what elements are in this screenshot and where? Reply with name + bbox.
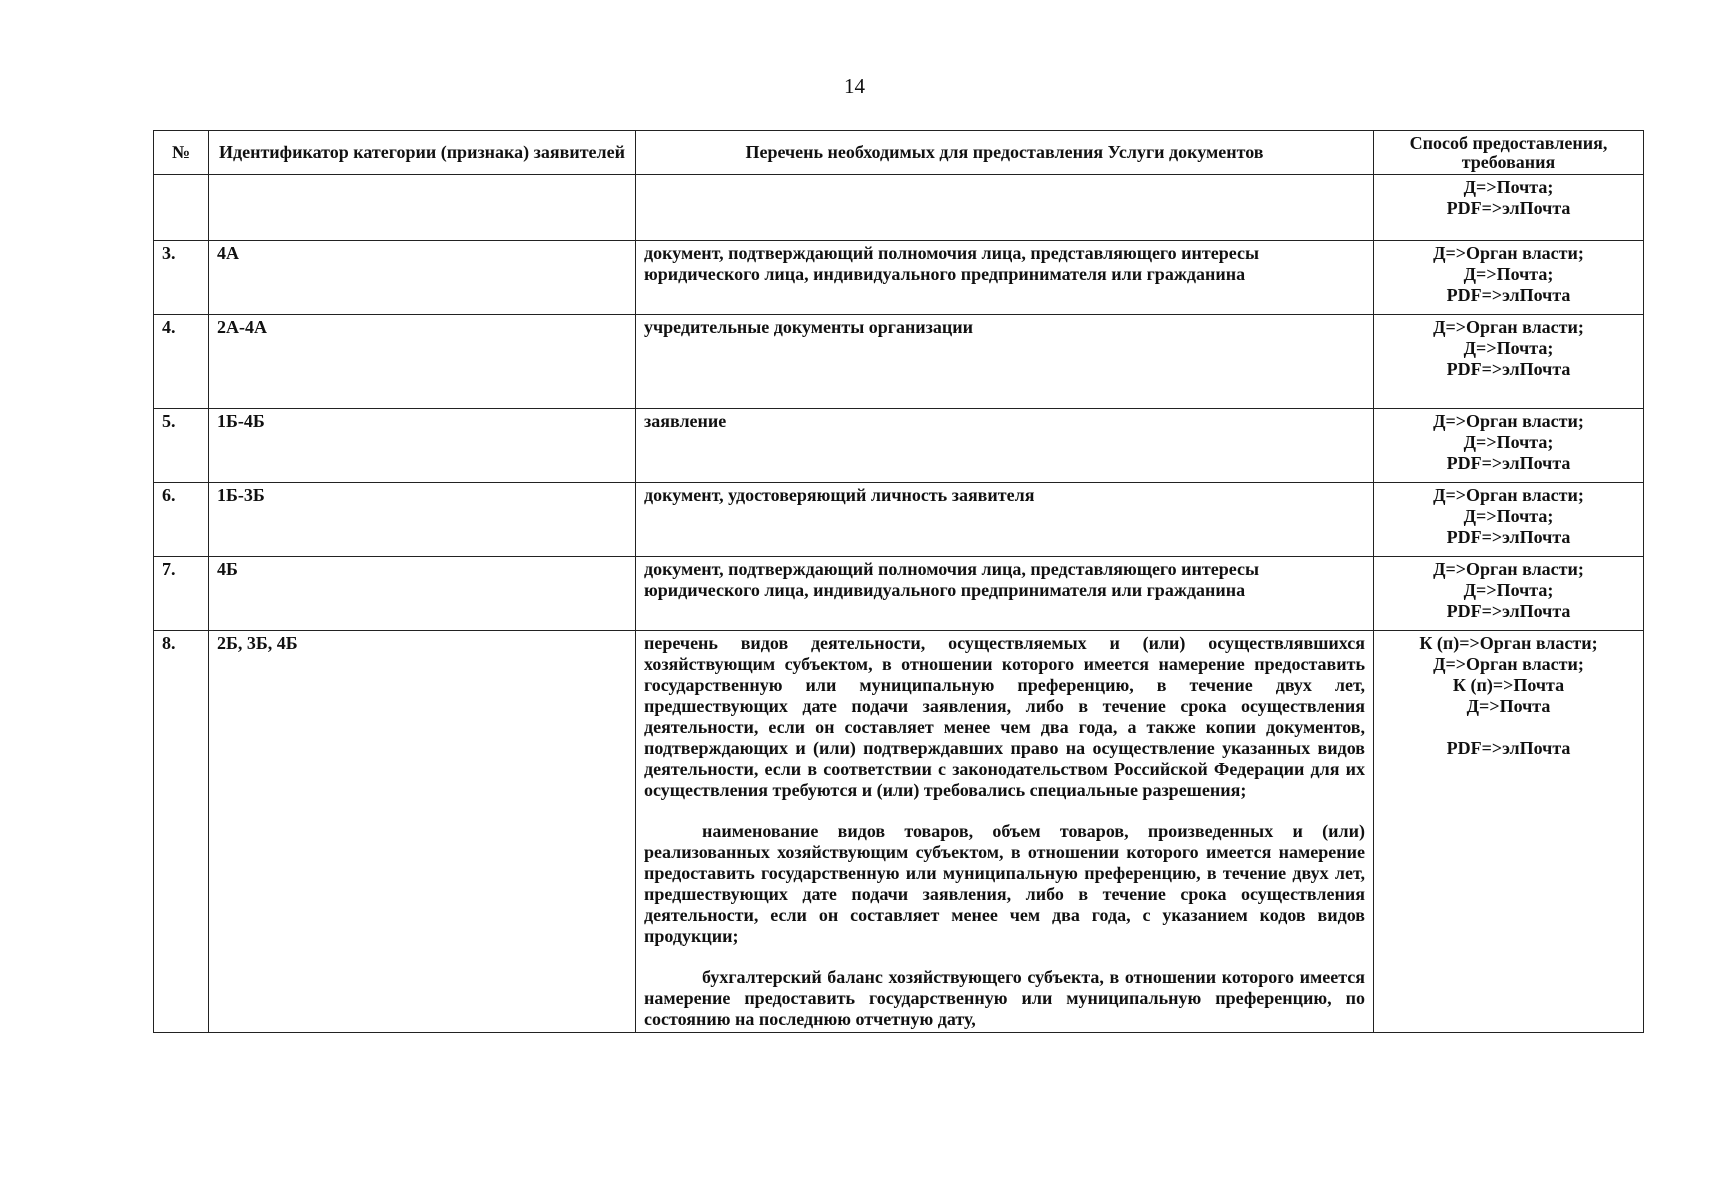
- cell-number: 8.: [154, 631, 209, 1033]
- cell-number: 4.: [154, 315, 209, 409]
- cell-category: 1Б-3Б: [209, 483, 636, 557]
- cell-number: [154, 175, 209, 241]
- table-row: [154, 241, 1644, 315]
- table-row: [154, 631, 1644, 1033]
- cell-category: 1Б-4Б: [209, 409, 636, 483]
- cell-method: [1374, 557, 1644, 631]
- method-line: Д=>Орган власти;: [1433, 411, 1584, 431]
- cell-documents: заявление: [636, 409, 1374, 483]
- method-line: Д=>Почта;: [1463, 506, 1554, 526]
- method-line: PDF=>элПочта: [1446, 738, 1571, 758]
- header-category: Идентификатор категории (признака) заявителей: [209, 131, 636, 175]
- table-row: [154, 483, 1644, 557]
- method-line: Д=>Почта;: [1463, 177, 1554, 197]
- header-documents: Перечень необходимых для предоставления Услуги документов: [636, 131, 1374, 175]
- method-line: К (п)=>Орган власти;: [1419, 633, 1598, 653]
- cell-documents: учредительные документы организации: [636, 315, 1374, 409]
- cell-method: [1374, 631, 1644, 1033]
- method-line: Д=>Орган власти;: [1433, 317, 1584, 337]
- cell-method: [1374, 315, 1644, 409]
- method-line: Д=>Орган власти;: [1433, 654, 1584, 674]
- cell-documents: документ, подтверждающий полномочия лица, представляющего интересы юридического лица, индивидуального предпринимателя или гражданина: [636, 557, 1374, 631]
- table-row-continuation: [154, 175, 1644, 241]
- method-line: К (п)=>Почта: [1452, 675, 1565, 695]
- table-row: [154, 557, 1644, 631]
- cell-number: 7.: [154, 557, 209, 631]
- documents-table: [153, 130, 1644, 1033]
- cell-method: [1374, 409, 1644, 483]
- method-line: Д=>Орган власти;: [1433, 559, 1584, 579]
- method-line: Д=>Орган власти;: [1433, 243, 1584, 263]
- cell-method: [1374, 241, 1644, 315]
- table-row: [154, 409, 1644, 483]
- cell-documents: документ, подтверждающий полномочия лица, представляющего интересы юридического лица, индивидуального предпринимателя или гражданина: [636, 241, 1374, 315]
- cell-method: [1374, 483, 1644, 557]
- method-line: Д=>Почта;: [1463, 338, 1554, 358]
- header-number: №: [154, 131, 209, 175]
- cell-number: 5.: [154, 409, 209, 483]
- table-row: [154, 315, 1644, 409]
- method-line: Д=>Почта;: [1463, 580, 1554, 600]
- cell-documents: [636, 175, 1374, 241]
- cell-category: 2Б, 3Б, 4Б: [209, 631, 636, 1033]
- document-paragraph: наименование видов товаров, объем товаров, произведенных и (или) реализованных хозяйствующим субъектом, в отношении которого имеется намерение предоставить государственную или муниципальную преференцию, в течение двух лет, предшествующих дате подачи заявления, либо в течение срока осуществления деятельности, если он составляет менее чем два года, с указанием кодов видов продукции;: [644, 821, 1365, 946]
- method-line: Д=>Почта: [1466, 696, 1551, 716]
- method-line: [1382, 717, 1635, 738]
- method-line: PDF=>элПочта: [1446, 527, 1571, 547]
- document-paragraph: перечень видов деятельности, осуществляемых и (или) осуществлявшихся хозяйствующим субъектом, в отношении которого имеется намерение предоставить государственную или муниципальную преференцию, в течение двух лет, предшествующих дате подачи заявления, либо в течение срока осуществления деятельности, если он составляет менее чем два года, а также копии документов, подтверждающих и (или) подтверждавших право на осуществление указанных видов деятельности, если в соответствии с законодательством Российской Федерации для их осуществления требуются и (или) требовались специальные разрешения;: [644, 633, 1365, 800]
- cell-number: 6.: [154, 483, 209, 557]
- method-line: Д=>Почта;: [1463, 264, 1554, 284]
- cell-number: 3.: [154, 241, 209, 315]
- cell-documents: [636, 631, 1374, 1033]
- table-header-row: [154, 131, 1644, 175]
- cell-documents: документ, удостоверяющий личность заявителя: [636, 483, 1374, 557]
- method-line: PDF=>элПочта: [1446, 359, 1571, 379]
- page-number: 14: [844, 74, 865, 98]
- method-line: PDF=>элПочта: [1446, 453, 1571, 473]
- header-method: Способ предоставления, требования: [1374, 131, 1644, 175]
- method-line: Д=>Почта;: [1463, 432, 1554, 452]
- document-paragraph: бухгалтерский баланс хозяйствующего субъекта, в отношении которого имеется намерение предоставить государственную или муниципальную преференцию, по состоянию на последнюю отчетную дату,: [644, 967, 1365, 1029]
- cell-category: 4А: [209, 241, 636, 315]
- cell-method: [1374, 175, 1644, 241]
- cell-category: 2А-4А: [209, 315, 636, 409]
- method-line: PDF=>элПочта: [1446, 198, 1571, 218]
- cell-category: 4Б: [209, 557, 636, 631]
- cell-category: [209, 175, 636, 241]
- method-line: PDF=>элПочта: [1446, 285, 1571, 305]
- method-line: PDF=>элПочта: [1446, 601, 1571, 621]
- method-line: Д=>Орган власти;: [1433, 485, 1584, 505]
